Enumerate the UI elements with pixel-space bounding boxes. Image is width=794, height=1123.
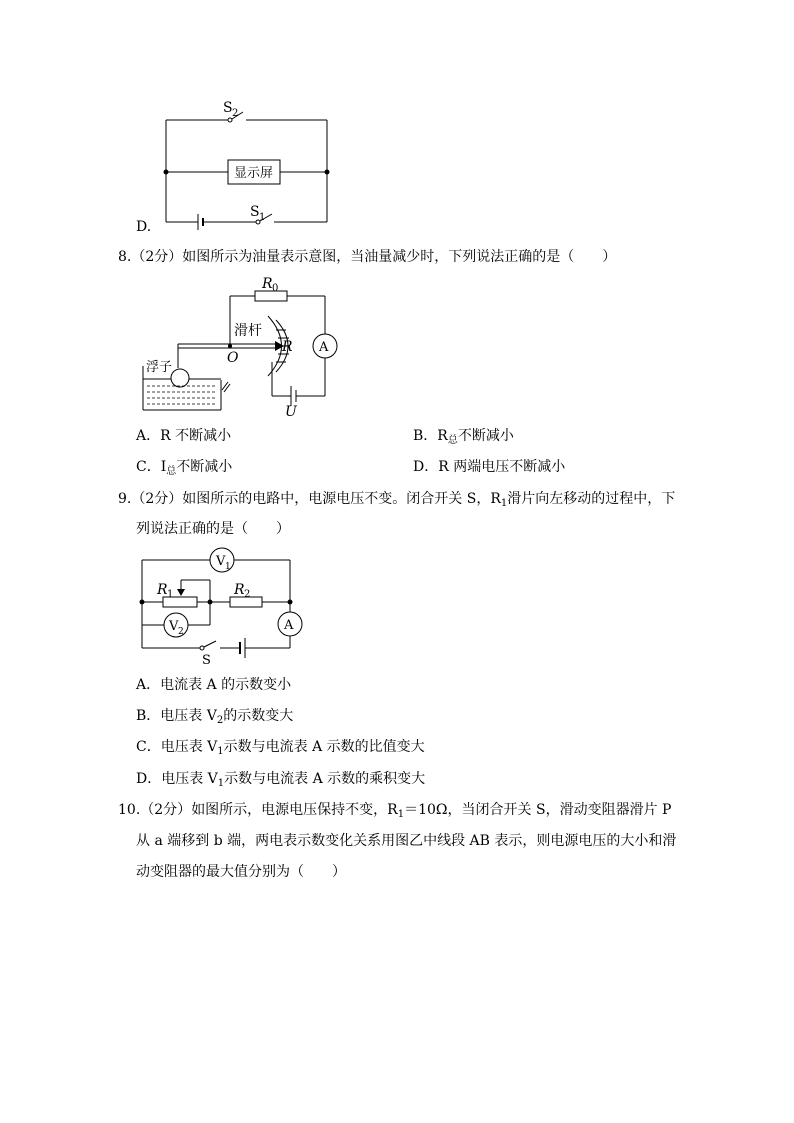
v1-subscript: 1 <box>225 562 231 572</box>
q10-line3: 动变阻器的最大值分别为（ ） <box>136 864 346 880</box>
q9-option-c-sub: 1 <box>217 746 224 757</box>
ammeter-a-label: A <box>319 340 329 355</box>
q10-line2: 从 a 端移到 b 端，两电表示数变化关系用图乙中线段 AB 表示，则电源电压的大小和滑 <box>136 833 677 849</box>
v1-label: V <box>216 554 226 569</box>
option-d-label: D. <box>136 219 152 235</box>
v2-label: V <box>169 619 179 634</box>
float-label: 浮子 <box>146 360 173 375</box>
q10-line1-sub: 1 <box>397 809 405 820</box>
q8-option-c-tail: 不断减小 <box>176 459 233 475</box>
voltage-u-label: U <box>285 404 297 420</box>
q9-option-b-main: B．电压表 V <box>136 708 217 724</box>
q8-option-c-sub: 总 <box>166 466 177 477</box>
q9-option-c-main: C．电压表 V <box>136 739 218 755</box>
switch-s1-subscript: 1 <box>259 212 266 223</box>
switch-s-label: S <box>202 653 211 668</box>
r2-label: R <box>234 582 245 598</box>
switch-s1-label: S <box>250 204 260 220</box>
q9-option-d-tail: 示数与电流表 A 示数的乘积变大 <box>224 771 426 787</box>
q9-number: 9. <box>118 491 132 507</box>
r1-label: R <box>157 582 168 598</box>
r2-subscript: 2 <box>244 589 251 600</box>
q9-stem-sub: 1 <box>500 498 508 509</box>
q9-option-d-main: D．电压表 V <box>136 771 218 787</box>
q10-line1 <box>118 801 671 824</box>
q8-option-b-tail: 不断减小 <box>457 428 514 444</box>
resistor-r-label: R <box>282 339 293 355</box>
switch-s2-label: S <box>223 100 233 116</box>
switch-s2-subscript: 2 <box>232 108 239 119</box>
q9-option-c-tail: 示数与电流表 A 示数的比值变大 <box>223 739 425 755</box>
q8-option-b-main: B．R <box>413 428 448 444</box>
q10-line1-part-a: 如图所示，电源电压保持不变，R <box>191 802 398 818</box>
q8-score: （2分） <box>131 249 183 265</box>
display-screen-label: 显示屏 <box>234 166 274 181</box>
pivot-o-label: O <box>227 350 239 366</box>
q10-line1-part-b: ＝10Ω，当闭合开关 S，滑动变阻器滑片 P <box>404 802 672 818</box>
q9-option-b-tail: 的示数变大 <box>223 708 294 724</box>
q9-option-b[interactable] <box>136 707 293 730</box>
q9-option-b-sub: 2 <box>216 715 224 726</box>
q9-stem-part-b: 滑片向左移动的过程中，下 <box>507 491 676 507</box>
q9-stem-part-a: 如图所示的电路中，电源电压不变。闭合开关 S，R <box>182 491 501 507</box>
ammeter-label: A <box>284 618 294 633</box>
q8-option-d[interactable]: D．R 两端电压不断减小 <box>413 459 566 475</box>
q9-option-c[interactable] <box>136 738 425 761</box>
r0-label: R <box>262 276 273 292</box>
q10-score: （2分） <box>140 802 192 818</box>
q10-number: 10. <box>118 802 141 818</box>
q8-number: 8. <box>118 249 132 265</box>
q9-stem-line2: 列说法正确的是（ ） <box>136 521 290 537</box>
q9-score: （2分） <box>131 491 183 507</box>
q8-question-text: 如图所示为油量表示意图，当油量减少时，下列说法正确的是（ ） <box>182 249 617 265</box>
q8-option-c-main: C．I <box>136 459 167 475</box>
r1-subscript: 1 <box>167 589 174 600</box>
v2-subscript: 2 <box>178 627 184 637</box>
q9-option-d-sub: 1 <box>217 778 225 789</box>
r0-subscript: 0 <box>272 283 279 294</box>
q9-option-a[interactable]: A．电流表 A 的示数变小 <box>136 677 292 693</box>
slider-rod-label: 滑杆 <box>234 323 262 339</box>
q8-option-a[interactable]: A．R 不断减小 <box>136 428 232 444</box>
q8-option-b-sub: 总 <box>447 435 458 446</box>
q9-option-d[interactable] <box>136 770 425 793</box>
